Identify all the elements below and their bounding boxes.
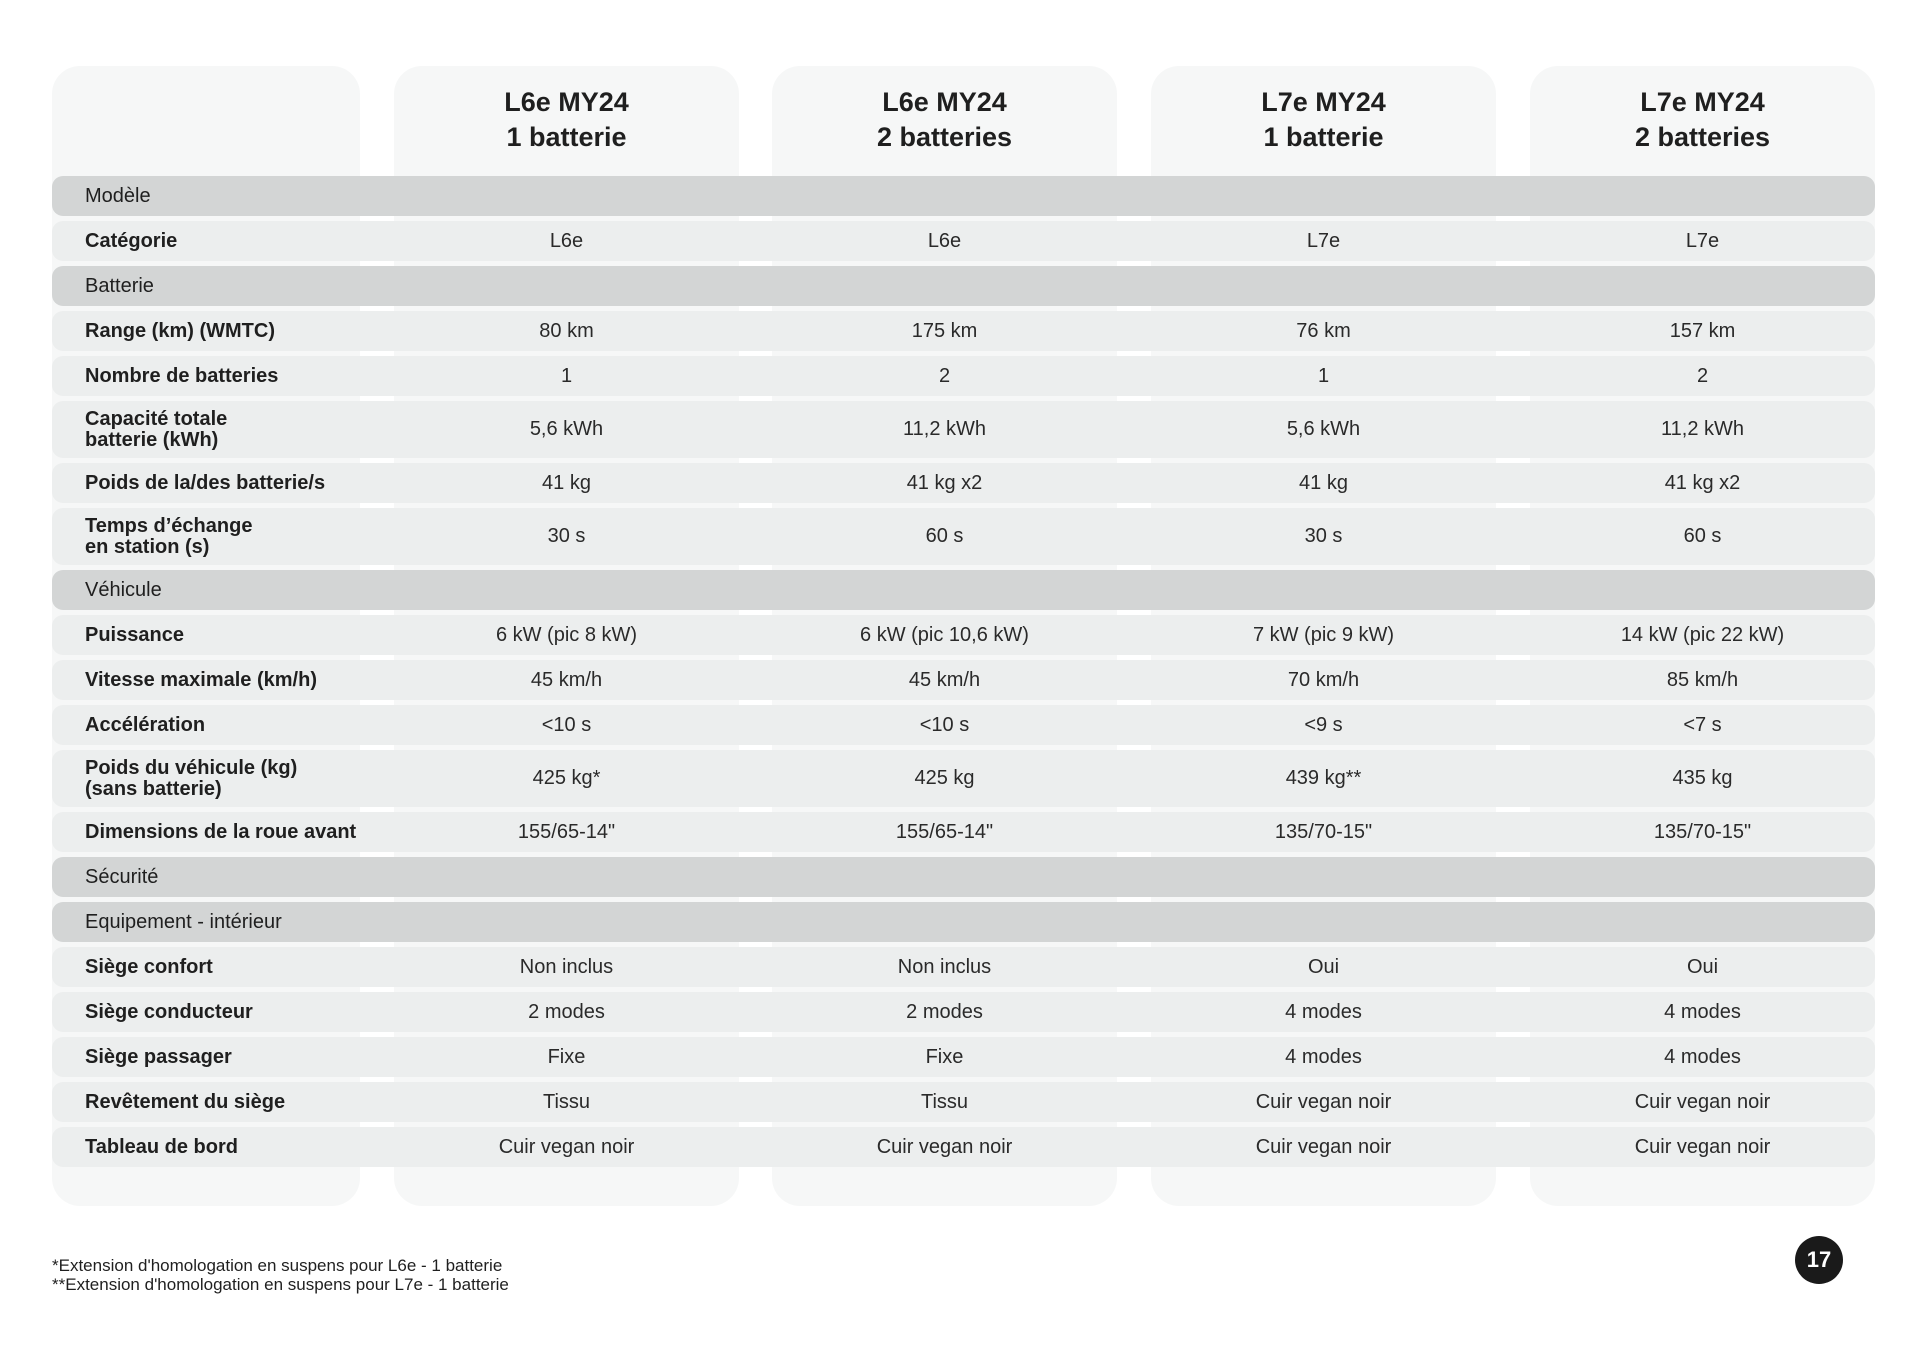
table-cell: 2 modes (906, 1000, 983, 1023)
row-label (85, 401, 375, 458)
row-label: Nombre de batteries (85, 364, 279, 387)
table-cell: 135/70-15" (1653, 820, 1752, 843)
table-row (52, 812, 1875, 852)
column-header-model: L7e MY24 (1640, 87, 1765, 117)
section-header-row (52, 266, 1875, 306)
table-cell: 4 modes (1285, 1000, 1362, 1023)
table-row (52, 992, 1875, 1032)
section-header-row (52, 570, 1875, 610)
table-cell: 6 kW (pic 8 kW) (495, 623, 638, 646)
table-cell: 5,6 kWh (1286, 418, 1361, 440)
table-cell: Non inclus (897, 955, 992, 978)
column-header-1 (394, 80, 739, 160)
table-cell: Fixe (925, 1045, 964, 1068)
table-cell: 135/70-15" (1274, 820, 1373, 843)
table-row (52, 1127, 1875, 1167)
table-cell: 45 km/h (908, 668, 981, 691)
table-cell: 4 modes (1664, 1045, 1741, 1068)
table-cell: 157 km (1669, 319, 1736, 342)
column-header-2 (772, 80, 1117, 160)
row-label: Vitesse maximale (km/h) (85, 668, 317, 691)
table-cell: Cuir vegan noir (1634, 1090, 1771, 1113)
table-cell: 155/65-14" (895, 820, 994, 843)
table-cell: Cuir vegan noir (1255, 1135, 1392, 1158)
table-row (52, 311, 1875, 351)
row-label: Catégorie (85, 229, 178, 252)
table-cell: 11,2 kWh (1661, 418, 1744, 440)
section-header-row (52, 857, 1875, 897)
column-header-model: L7e MY24 (1261, 87, 1386, 117)
table-cell: 14 kW (pic 22 kW) (1620, 623, 1785, 646)
column-header-variant: 2 batteries (876, 122, 1013, 152)
footnote: **Extension d'homologation en suspens pour L7e - 1 batterie (52, 1275, 509, 1294)
row-label: Dimensions de la roue avant (85, 820, 357, 843)
column-header-model: L6e MY24 (504, 87, 629, 117)
table-cell: 1 (1317, 364, 1330, 387)
table-row (52, 750, 1875, 807)
table-cell: Cuir vegan noir (1634, 1135, 1771, 1158)
section-label: Equipement - intérieur (85, 910, 282, 933)
row-label: Puissance (85, 623, 184, 646)
table-cell: 60 s (925, 525, 964, 547)
table-cell: <9 s (1304, 713, 1343, 736)
table-cell: 30 s (547, 525, 586, 547)
table-cell: 2 (938, 364, 951, 387)
table-cell: <10 s (919, 713, 970, 736)
row-label-line: Poids du véhicule (kg) (85, 756, 298, 779)
table-cell: 41 kg (1299, 471, 1348, 494)
table-row (52, 463, 1875, 503)
row-label: Range (km) (WMTC) (85, 319, 275, 342)
table-row (52, 615, 1875, 655)
row-label: Siège passager (85, 1045, 232, 1068)
table-row (52, 356, 1875, 396)
table-cell: 439 kg** (1285, 767, 1362, 789)
table-cell: 2 (1696, 364, 1709, 387)
column-header-3 (1151, 80, 1496, 160)
table-cell: 425 kg (914, 767, 975, 789)
table-cell: 4 modes (1285, 1045, 1362, 1068)
row-label: Siège confort (85, 955, 213, 978)
table-row (52, 660, 1875, 700)
row-label: Tableau de bord (85, 1135, 238, 1158)
row-label: Siège conducteur (85, 1000, 253, 1023)
table-cell: 425 kg* (532, 767, 601, 789)
row-label-line: batterie (kWh) (85, 428, 219, 451)
table-cell: Fixe (547, 1045, 586, 1068)
page-number-badge: 17 (1795, 1236, 1843, 1284)
table-cell: 41 kg (542, 471, 591, 494)
table-cell: Cuir vegan noir (498, 1135, 635, 1158)
table-cell: 175 km (911, 319, 978, 342)
table-cell: 1 (560, 364, 573, 387)
table-cell: 45 km/h (530, 668, 603, 691)
section-label: Sécurité (85, 865, 159, 888)
table-cell: <7 s (1683, 713, 1722, 736)
table-cell: 435 kg (1672, 767, 1733, 789)
table-cell: 30 s (1304, 525, 1343, 547)
column-header-variant: 1 batterie (1263, 122, 1384, 152)
section-label: Modèle (85, 184, 151, 207)
column-header-4 (1530, 80, 1875, 160)
table-cell: <10 s (541, 713, 592, 736)
footnotes (52, 1256, 509, 1294)
column-header-variant: 2 batteries (1634, 122, 1771, 152)
table-cell: 5,6 kWh (529, 418, 604, 440)
row-label (85, 508, 375, 565)
table-cell: Cuir vegan noir (876, 1135, 1013, 1158)
section-header-row (52, 176, 1875, 216)
table-cell: 6 kW (pic 10,6 kW) (860, 623, 1029, 646)
table-cell: L6e (927, 229, 962, 252)
table-cell: 70 km/h (1287, 668, 1360, 691)
table-row (52, 705, 1875, 745)
table-cell: 85 km/h (1666, 668, 1739, 691)
table-cell: Oui (1307, 955, 1340, 978)
table-cell: 41 kg x2 (1664, 471, 1741, 494)
table-row (52, 947, 1875, 987)
row-label-line: Temps d’échange (85, 514, 253, 537)
table-cell: L7e (1306, 229, 1341, 252)
column-header-model: L6e MY24 (882, 87, 1007, 117)
table-cell: 80 km (539, 319, 594, 342)
table-cell: L6e (549, 229, 584, 252)
table-row (52, 401, 1875, 458)
row-label-line: Capacité totale (85, 407, 228, 430)
section-header-row (52, 902, 1875, 942)
table-cell: L7e (1685, 229, 1720, 252)
row-label: Accélération (85, 713, 206, 736)
spec-table (52, 176, 1875, 1167)
table-cell: Oui (1686, 955, 1719, 978)
column-header-variant: 1 batterie (506, 122, 627, 152)
table-cell: 11,2 kWh (903, 418, 986, 440)
table-row (52, 221, 1875, 261)
footnote: *Extension d'homologation en suspens pour L6e - 1 batterie (52, 1256, 503, 1275)
table-row (52, 1082, 1875, 1122)
section-label: Batterie (85, 274, 154, 297)
table-cell: Tissu (920, 1090, 969, 1113)
table-cell: 60 s (1683, 525, 1722, 547)
table-cell: 2 modes (528, 1000, 605, 1023)
table-cell: Non inclus (519, 955, 614, 978)
table-cell: 76 km (1296, 319, 1351, 342)
row-label-line: (sans batterie) (85, 777, 222, 800)
table-row (52, 508, 1875, 565)
table-cell: Tissu (542, 1090, 591, 1113)
section-label: Véhicule (85, 578, 162, 601)
table-row (52, 1037, 1875, 1077)
table-cell: 41 kg x2 (906, 471, 983, 494)
row-label-line: en station (s) (85, 535, 210, 558)
table-cell: 155/65-14" (517, 820, 616, 843)
table-cell: 7 kW (pic 9 kW) (1252, 623, 1395, 646)
row-label: Poids de la/des batterie/s (85, 471, 326, 494)
row-label (85, 750, 375, 807)
table-cell: Cuir vegan noir (1255, 1090, 1392, 1113)
row-label: Revêtement du siège (85, 1090, 286, 1113)
table-cell: 4 modes (1664, 1000, 1741, 1023)
